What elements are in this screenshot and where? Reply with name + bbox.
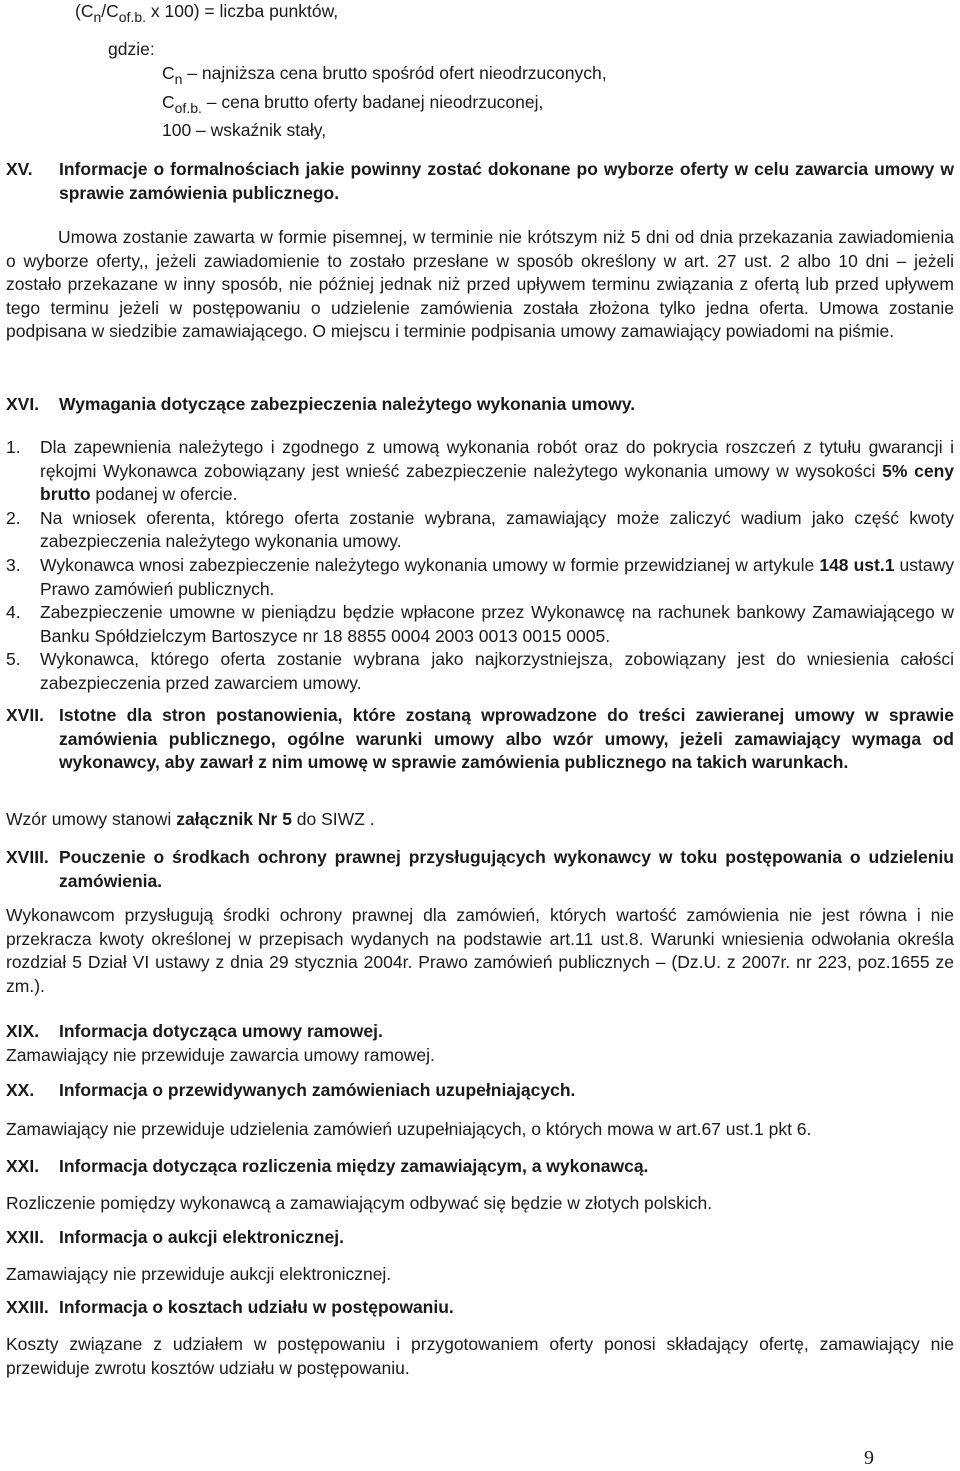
section-heading-xvii [6,704,954,775]
formula-text: x 100) = liczba punktów, [146,1,339,21]
section-xviii-paragraph: Wykonawcom przysługują środki ochrony prawnej dla zamówień, których wartość zamówienia nie jest równa i nie przekracza kwoty określonej w przepisach wydanych na podstawie art.11 ust.8. Warunki wniesienia odwołania określa rozdział 5 Dział VI ustawy z dnia 29 stycznia 2004r. Prawo zamówień publicznych – (Dz.U. z 2007r. nr 223, poz.1655 ze zm.). [6,905,954,996]
text: Wzór umowy stanowi [6,809,177,829]
section-title: Informacje o formalnościach jakie powinny zostać dokonane po wyborze oferty w celu zawarcia umowy w sprawie zamówienia publicznego. [59,159,954,203]
text: Dla zapewnienia należytego i zgodnego z umową wykonania robót oraz do pokrycia roszczeń z tytułu gwarancji i rękojmi Wykonawca zobowiązany jest wnieść zabezpieczenie należytego wykonania umowy w wysokości [40,437,954,481]
formula-sub: n [93,8,102,25]
list-item [6,601,954,648]
section-number: XIX. [6,1021,40,1041]
section-number: XX. [6,1080,35,1100]
section-xvi-list [6,436,954,696]
symbol: C [162,63,175,83]
text-bold: załącznik Nr 5 [176,809,292,829]
text: ustawy Prawo zamówień publicznych. [40,554,955,599]
list-number: 4. [6,602,21,623]
symbol: C [162,92,175,112]
section-xxiii-paragraph: Koszty związane z udziałem w postępowaniu i przygotowaniem oferty ponosi składający ofertę, zamawiający nie przewiduje zwrotu kosztów udziału w postępowaniu. [6,1334,954,1378]
section-heading-xx [6,1079,954,1103]
section-heading-xxii [6,1226,954,1250]
section-number: XXIII. [6,1297,49,1317]
section-title: Informacja o kosztach udziału w postępowaniu. [59,1297,454,1317]
section-xvii-paragraph [6,808,954,832]
list-text [40,601,954,648]
text: podanej w ofercie. [90,484,238,505]
list-text [40,648,954,695]
section-title: Informacja dotycząca rozliczenia między zamawiającym, a wykonawcą. [59,1156,649,1176]
formula-line [75,0,960,24]
section-title: Informacja dotycząca umowy ramowej. [59,1021,383,1041]
text: do SIWZ . [291,809,375,829]
section-number: XVIII. [6,847,49,867]
definition-100: 100 – wskaźnik stały, [162,120,327,140]
section-number: XV. [6,159,33,179]
section-title: Wymagania dotyczące zabezpieczenia należytego wykonania umowy. [59,394,636,414]
list-item [6,436,954,507]
symbol-sub: of.b. [174,99,202,116]
gdzie-label: gdzie: [108,39,155,59]
definition-text: – cena brutto oferty badanej nieodrzuconej, [201,92,544,112]
list-item [6,507,954,554]
list-number: 3. [6,554,21,575]
section-heading-xxiii [6,1296,954,1320]
section-number: XVI. [6,394,40,414]
section-title: Istotne dla stron postanowienia, które zostaną wprowadzone do treści zawieranej umowy w sprawie zamówienia publicznego, ogólne warunki umowy albo wzór umowy, jeżeli zamawiający wymaga od wykonawcy, aby zawarł z nim umowę w sprawie zamówienia publicznego na takich warunkach. [59,705,954,773]
list-text [40,554,954,601]
text: Wykonawca wnosi zabezpieczenie należytego wykonania umowy w formie przewidzianej w artykule [40,554,820,575]
list-item [6,648,954,695]
section-xxi-paragraph: Rozliczenie pomiędzy wykonawcą a zamawiającym odbywać się będzie w złotych polskich. [6,1193,713,1213]
section-heading-xvi [6,393,954,417]
text: Wykonawca, którego oferta zostanie wybrana jako najkorzystniejsza, zobowiązany jest do wniesienia całości zabezpieczenia przed zawarciem umowy. [40,649,954,693]
section-heading-xxi [6,1155,954,1179]
list-item [6,554,954,601]
text: Zabezpieczenie umowne w pieniądzu będzie wpłacone przez Wykonawcę na rachunek bankowy Zamawiającego w Banku Spółdzielczym Bartoszyce nr 18 8855 0004 2003 0013 0015 0005. [40,602,954,646]
formula-text: /C [101,1,119,21]
list-number: 1. [6,437,21,457]
text-bold: 148 ust.1 [819,554,895,575]
formula-sub: of.b. [118,8,147,25]
section-title: Pouczenie o środkach ochrony prawnej przysługujących wykonawcy w toku postępowania o udzieleniu zamówienia. [59,847,954,891]
formula-text: (C [75,1,94,21]
section-title: Informacja o przewidywanych zamówieniach uzupełniających. [59,1080,576,1100]
definition-cn [162,62,960,86]
section-xxii-paragraph: Zamawiający nie przewiduje aukcji elektronicznej. [6,1264,392,1284]
section-xv-paragraph: Umowa zostanie zawarta w formie pisemnej, w terminie nie krótszym niż 5 dni od dnia przekazania zawiadomienia o wyborze oferty,, jeżeli zawiadomienie to zostało przesłane w sposób określony w art. 27 ust. 2 albo 10 dni – jeżeli zostało przekazane w inny sposób, nie później jednak niż przed upływem terminu związania z ofertą lub przed upływem tego terminu jeżeli w postępowaniu o udzielenie zamówienia została złożona tylko jedna oferta. Umowa zostanie podpisana w siedzibie zamawiającego. O miejscu i terminie podpisania umowy zamawiający powiadomi na piśmie. [6,227,954,342]
list-number: 5. [6,649,21,670]
section-heading-xv [6,158,954,205]
definition-text: – najniższa cena brutto spośród ofert nieodrzuconych, [182,63,607,83]
list-number: 2. [6,507,21,528]
section-title: Informacja o aukcji elektronicznej. [59,1227,344,1247]
text: Na wniosek oferenta, którego oferta zostanie wybrana, zamawiający może zaliczyć wadium jako część kwoty zabezpieczenia należytego wykonania umowy. [40,507,954,552]
list-text [40,507,954,554]
section-xix-paragraph: Zamawiający nie przewiduje zawarcia umowy ramowej. [6,1045,435,1065]
page-number: 9 [864,1447,874,1469]
definition-cofb [162,91,960,115]
section-number: XXI. [6,1156,40,1176]
section-heading-xviii [6,846,954,893]
section-xx-paragraph: Zamawiający nie przewiduje udzielenia zamówień uzupełniających, o których mowa w art.67 ust.1 pkt 6. [6,1119,812,1139]
section-number: XVII. [6,705,44,725]
section-heading-xix [6,1020,954,1044]
text-bold: 5% ceny brutto [40,460,954,505]
section-number: XXII. [6,1227,44,1247]
symbol-sub: n [174,70,183,87]
list-text [40,436,954,507]
